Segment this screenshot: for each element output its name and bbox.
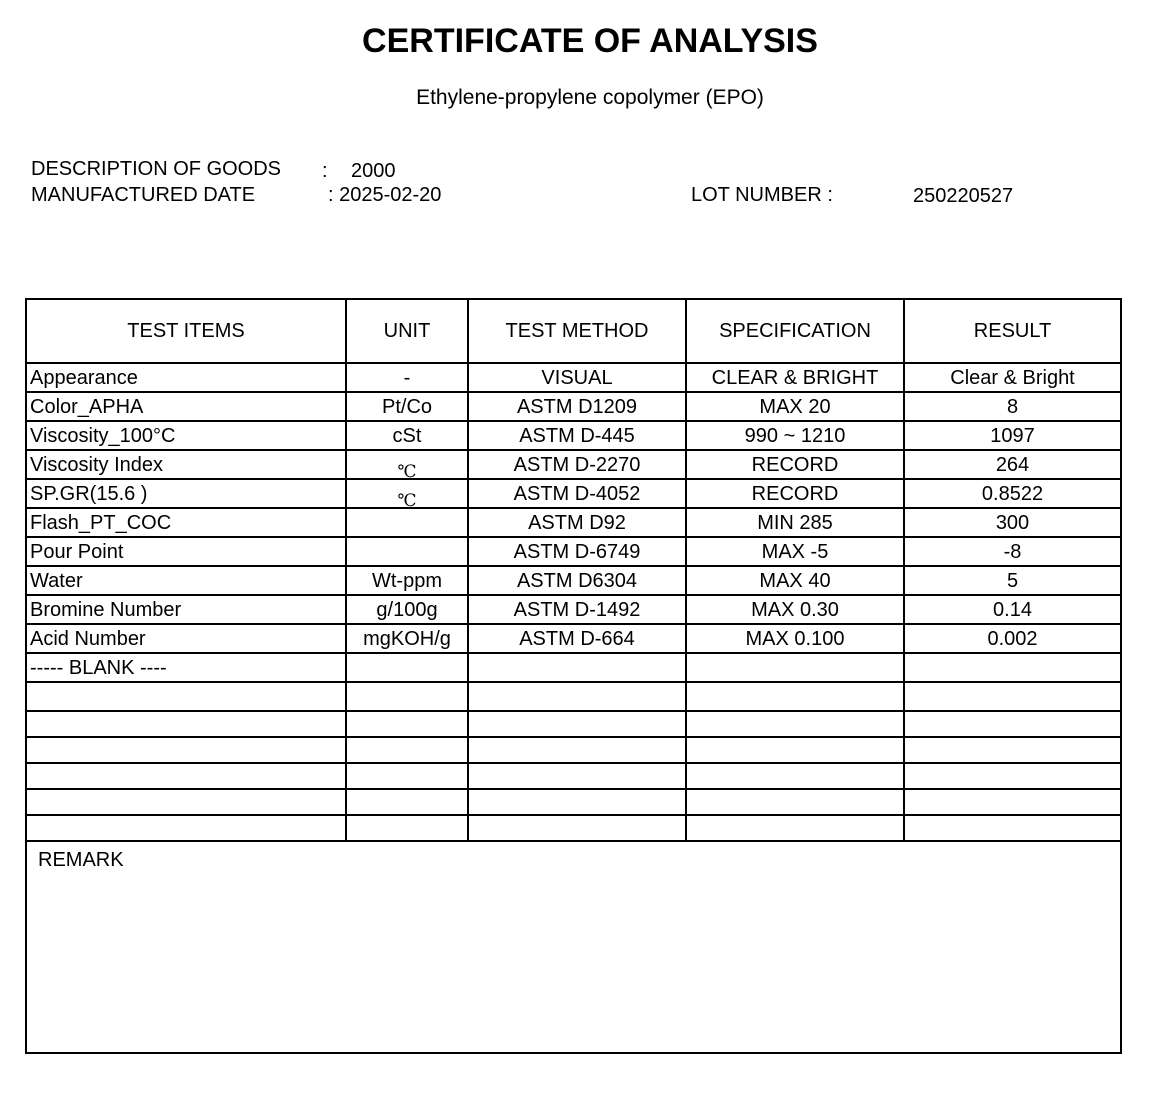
table-row	[26, 595, 1121, 624]
unit	[346, 479, 468, 511]
lot-number-value: 250220527	[913, 185, 1014, 207]
test-method: ASTM D92	[468, 508, 686, 537]
specification: MAX 0.30	[686, 595, 904, 624]
empty-cell	[686, 815, 904, 841]
specification: RECORD	[686, 450, 904, 479]
test-item: Bromine Number	[26, 595, 346, 624]
specification: MAX 0.100	[686, 624, 904, 653]
empty-cell	[346, 815, 468, 841]
description-value: 2000	[351, 160, 396, 182]
empty-row	[26, 737, 1121, 763]
unit	[346, 508, 468, 537]
specification: MIN 285	[686, 508, 904, 537]
empty-cell	[346, 789, 468, 815]
manufactured-date-value: : 2025-02-20	[328, 184, 442, 206]
test-item: SP.GR(15.6 )	[26, 479, 346, 508]
specification: RECORD	[686, 479, 904, 508]
empty-cell	[904, 763, 1121, 789]
test-method: ASTM D-664	[468, 624, 686, 653]
analysis-table	[25, 298, 1122, 1054]
test-method: ASTM D1209	[468, 392, 686, 421]
empty-cell	[686, 789, 904, 815]
test-method: ASTM D-4052	[468, 479, 686, 508]
test-item: Acid Number	[26, 624, 346, 653]
empty-row	[26, 763, 1121, 789]
document-title: CERTIFICATE OF ANALYSIS	[362, 22, 818, 60]
specification	[686, 653, 904, 682]
empty-cell	[904, 815, 1121, 841]
result: Clear & Bright	[904, 363, 1121, 392]
result: 300	[904, 508, 1121, 537]
empty-cell	[346, 737, 468, 763]
empty-cell	[686, 763, 904, 789]
empty-cell	[904, 711, 1121, 737]
result: 0.8522	[904, 479, 1121, 508]
unit: -	[346, 363, 468, 392]
empty-cell	[26, 789, 346, 815]
remark-row	[26, 841, 1121, 1053]
empty-cell	[468, 815, 686, 841]
test-method: VISUAL	[468, 363, 686, 392]
test-item: Color_APHA	[26, 392, 346, 421]
result: 8	[904, 392, 1121, 421]
unit	[346, 537, 468, 566]
test-method	[468, 653, 686, 682]
column-header-specification: SPECIFICATION	[686, 299, 904, 363]
empty-cell	[26, 682, 346, 711]
test-method: ASTM D-2270	[468, 450, 686, 479]
table-row	[26, 450, 1121, 479]
test-item: Viscosity_100°C	[26, 421, 346, 450]
blank-marker: ----- BLANK ----	[26, 653, 346, 682]
empty-row	[26, 711, 1121, 737]
empty-cell	[346, 763, 468, 789]
table-row	[26, 508, 1121, 537]
column-header-test-items: TEST ITEMS	[26, 299, 346, 363]
table-row	[26, 537, 1121, 566]
unit	[346, 653, 468, 682]
empty-cell	[26, 763, 346, 789]
empty-cell	[686, 737, 904, 763]
description-separator: :	[322, 160, 328, 182]
empty-cell	[686, 682, 904, 711]
empty-row	[26, 789, 1121, 815]
empty-cell	[26, 815, 346, 841]
description-label: DESCRIPTION OF GOODS	[31, 158, 282, 180]
product-name: Ethylene-propylene copolymer (EPO)	[416, 86, 764, 109]
empty-cell	[904, 682, 1121, 711]
table-row	[26, 421, 1121, 450]
empty-cell	[468, 711, 686, 737]
test-method: ASTM D-445	[468, 421, 686, 450]
test-item: Flash_PT_COC	[26, 508, 346, 537]
table-header-row	[26, 299, 1121, 363]
result: 5	[904, 566, 1121, 595]
column-header-test-method: TEST METHOD	[468, 299, 686, 363]
unit	[346, 450, 468, 482]
result: 0.002	[904, 624, 1121, 653]
result: 264	[904, 450, 1121, 479]
empty-cell	[468, 763, 686, 789]
table-row	[26, 392, 1121, 421]
remark-box	[26, 841, 1121, 1053]
empty-cell	[26, 737, 346, 763]
unit: g/100g	[346, 595, 468, 624]
empty-cell	[686, 711, 904, 737]
test-method: ASTM D-6749	[468, 537, 686, 566]
celsius-unit: ℃	[397, 491, 417, 511]
specification: MAX 40	[686, 566, 904, 595]
test-item: Pour Point	[26, 537, 346, 566]
table-row	[26, 624, 1121, 653]
table-row	[26, 479, 1121, 508]
specification: MAX 20	[686, 392, 904, 421]
unit: mgKOH/g	[346, 624, 468, 653]
empty-cell	[346, 682, 468, 711]
result	[904, 653, 1121, 682]
table-row-blank-marker	[26, 653, 1121, 682]
table-row	[26, 363, 1121, 392]
empty-row	[26, 815, 1121, 841]
test-item: Water	[26, 566, 346, 595]
column-header-unit: UNIT	[346, 299, 468, 363]
empty-cell	[26, 711, 346, 737]
result: 1097	[904, 421, 1121, 450]
remark-label: REMARK	[38, 849, 124, 871]
empty-cell	[468, 682, 686, 711]
empty-row	[26, 682, 1121, 711]
test-method: ASTM D-1492	[468, 595, 686, 624]
unit: cSt	[346, 421, 468, 450]
lot-number-label: LOT NUMBER :	[691, 184, 833, 206]
unit: Wt-ppm	[346, 566, 468, 595]
test-item: Appearance	[26, 363, 346, 392]
specification: 990 ~ 1210	[686, 421, 904, 450]
empty-cell	[468, 789, 686, 815]
test-item: Viscosity Index	[26, 450, 346, 479]
table-row	[26, 566, 1121, 595]
specification: CLEAR & BRIGHT	[686, 363, 904, 392]
celsius-unit: ℃	[397, 462, 417, 482]
empty-cell	[346, 711, 468, 737]
column-header-result: RESULT	[904, 299, 1121, 363]
manufactured-date-label: MANUFACTURED DATE	[31, 184, 256, 206]
unit: Pt/Co	[346, 392, 468, 421]
result: 0.14	[904, 595, 1121, 624]
result: -8	[904, 537, 1121, 566]
empty-cell	[468, 737, 686, 763]
empty-cell	[904, 737, 1121, 763]
specification: MAX -5	[686, 537, 904, 566]
test-method: ASTM D6304	[468, 566, 686, 595]
empty-cell	[904, 789, 1121, 815]
